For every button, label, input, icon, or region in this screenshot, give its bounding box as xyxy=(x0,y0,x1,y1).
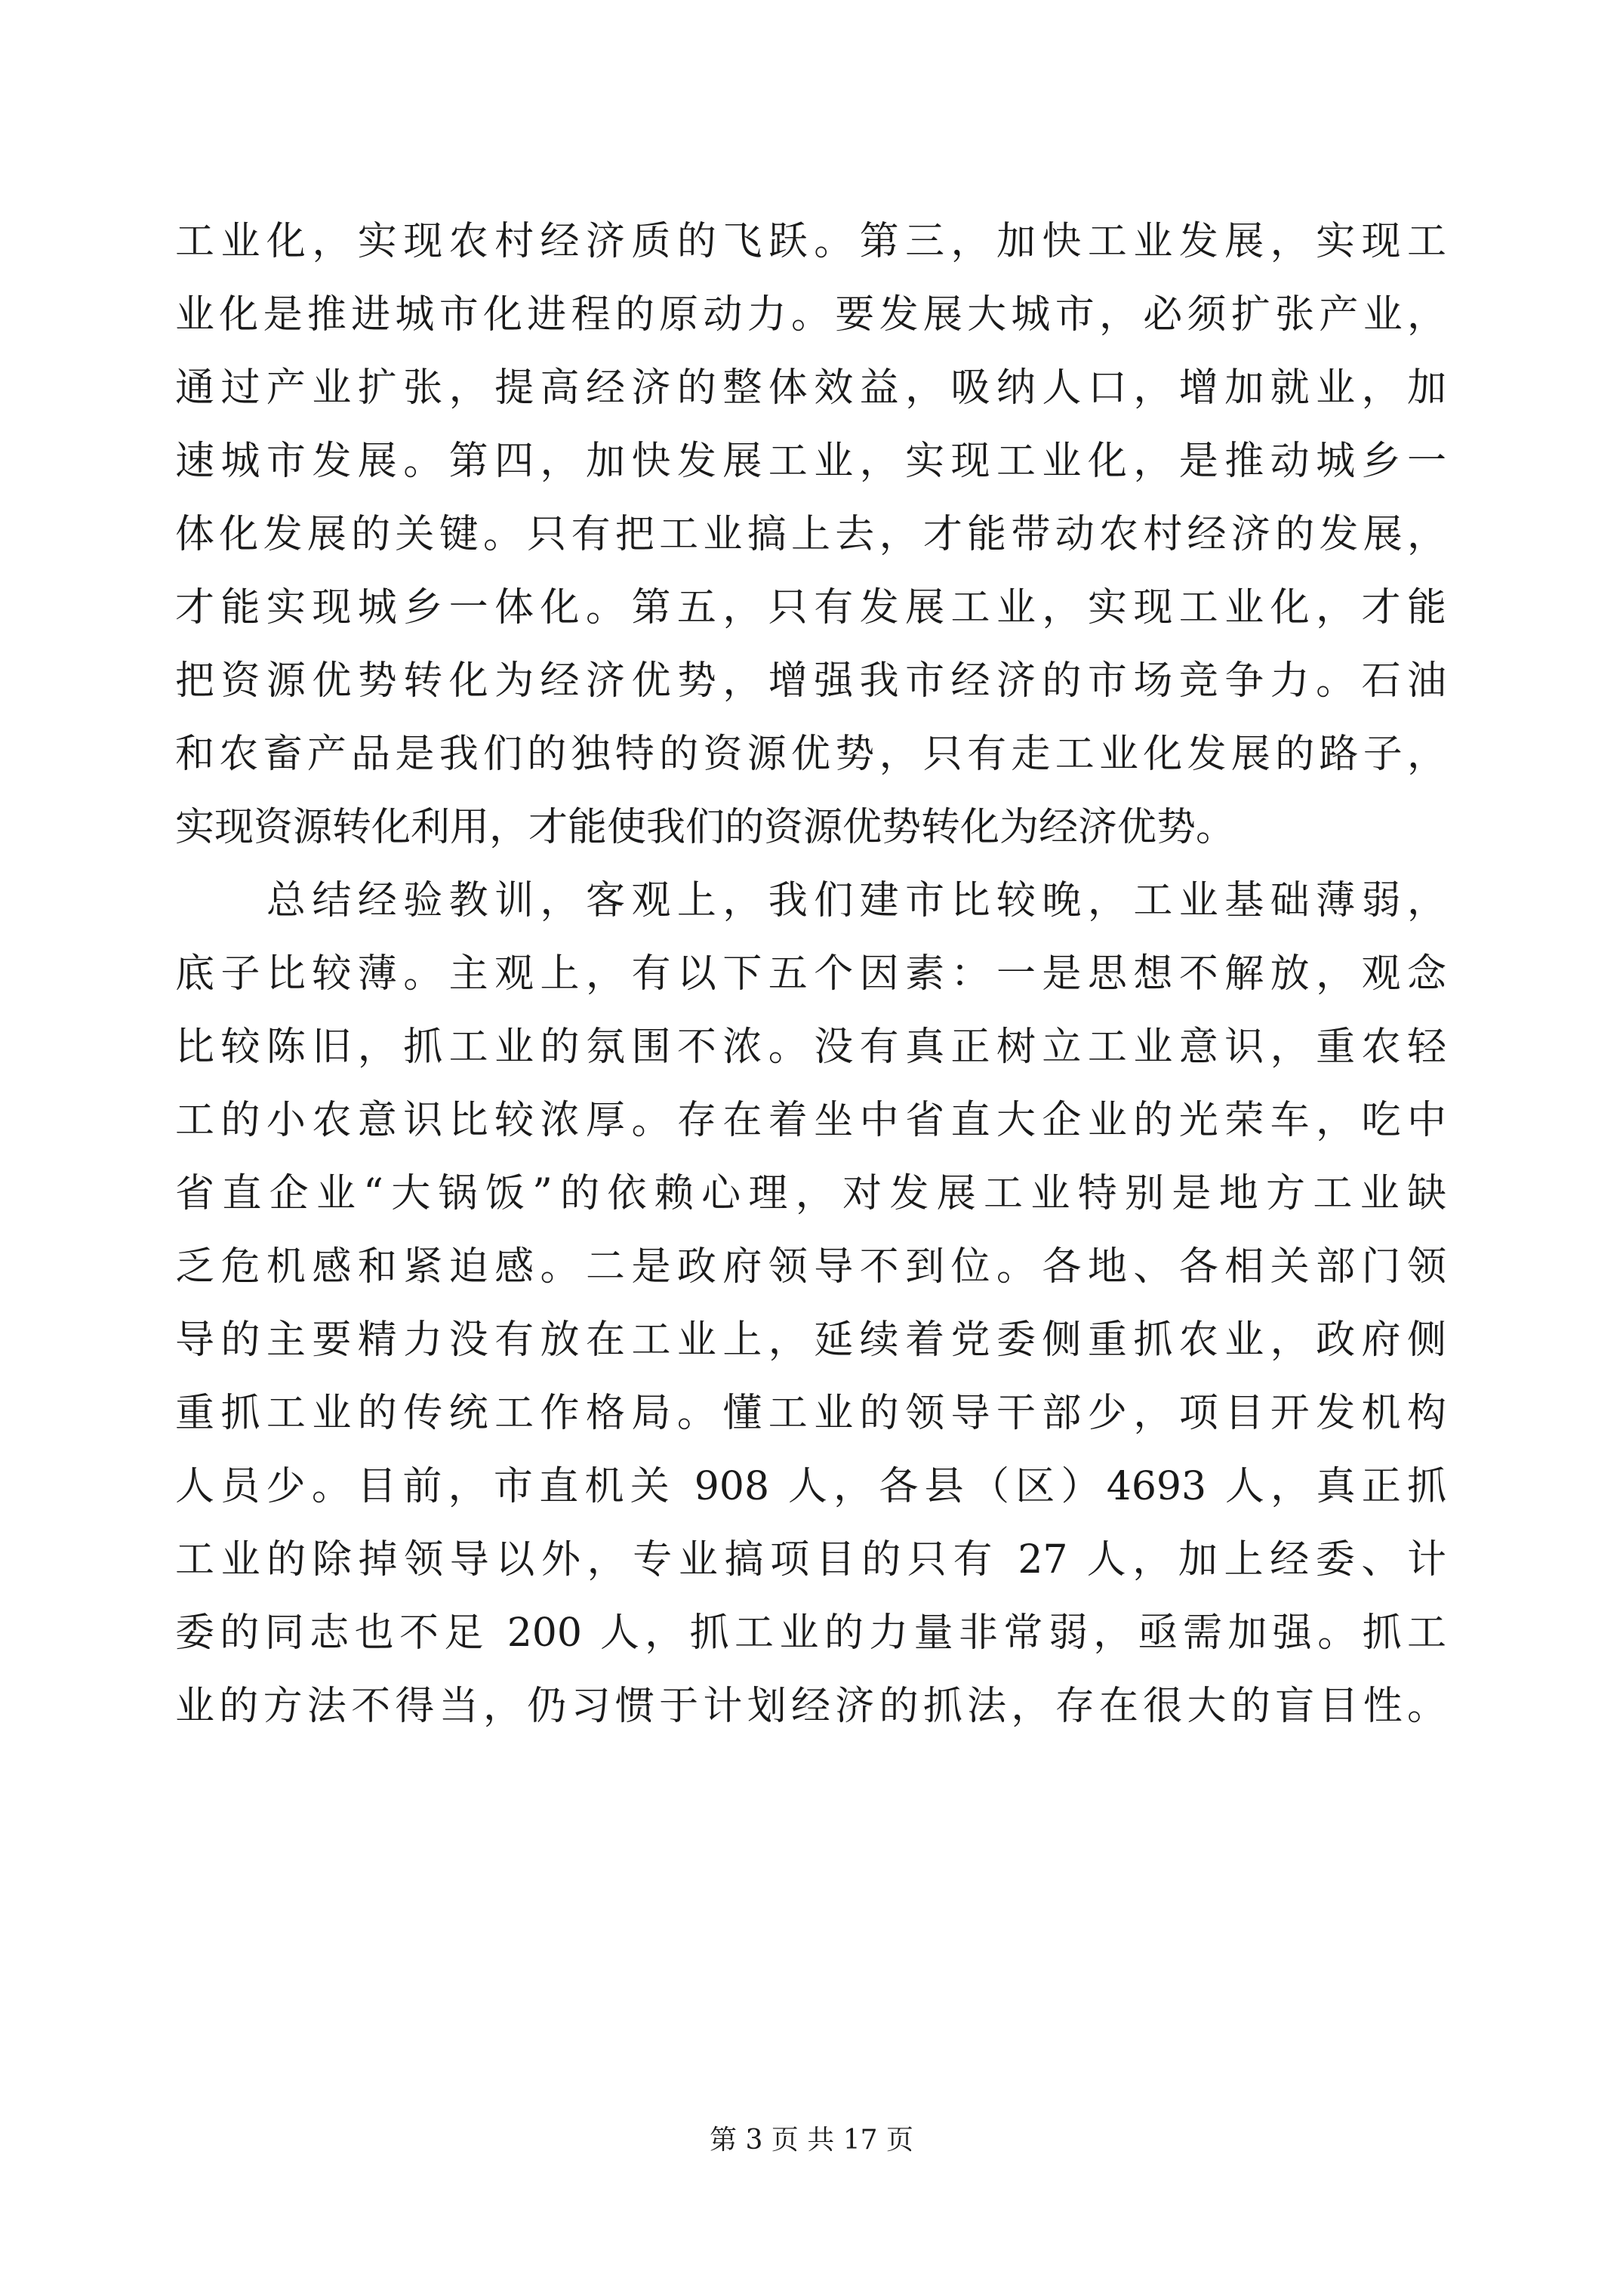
body-text xyxy=(175,205,1446,1743)
text-line: 业的方法不得当，仍习惯于计划经济的抓法，存在很大的盲目性。 xyxy=(175,1684,1446,1729)
text-line: 导的主要精力没有放在工业上，延续着党委侧重抓农业，政府侧 xyxy=(175,1318,1446,1363)
text-line: 体化发展的关键。只有把工业搞上去，才能带动农村经济的发展， xyxy=(175,512,1446,557)
text-line: 速城市发展。第四，加快发展工业，实现工业化，是推动城乡一 xyxy=(175,439,1446,484)
text-line: 工的小农意识比较浓厚。存在着坐中省直大企业的光荣车，吃中 xyxy=(175,1098,1446,1143)
text-line: 和农畜产品是我们的独特的资源优势，只有走工业化发展的路子， xyxy=(175,732,1446,777)
text-line: 业化是推进城市化进程的原动力。要发展大城市，必须扩张产业， xyxy=(175,292,1446,337)
text-line: 底子比较薄。主观上，有以下五个因素：一是思想不解放，观念 xyxy=(175,951,1446,997)
text-line: 通过产业扩张，提高经济的整体效益，吸纳人口，增加就业，加 xyxy=(175,365,1446,411)
text-line: 重抓工业的传统工作格局。懂工业的领导干部少，项目开发机构 xyxy=(175,1391,1446,1436)
page-number-footer: 第 3 页 共 17 页 xyxy=(710,2125,913,2156)
text-line: 才能实现城乡一体化。第五，只有发展工业，实现工业化，才能 xyxy=(175,585,1446,630)
text-line: 把资源优势转化为经济优势，增强我市经济的市场竞争力。石油 xyxy=(175,658,1446,704)
text-line: 实现资源转化利用，才能使我们的资源优势转化为经济优势。 xyxy=(175,805,1236,850)
text-line: 总结经验教训，客观上，我们建市比较晚，工业基础薄弱， xyxy=(175,878,1446,923)
text-line: 工业化，实现农村经济质的飞跃。第三，加快工业发展，实现工 xyxy=(175,219,1446,264)
text-line: 比较陈旧，抓工业的氛围不浓。没有真正树立工业意识，重农轻 xyxy=(175,1025,1446,1070)
text-line: 省直企业“大锅饭”的依赖心理，对发展工业特别是地方工业缺 xyxy=(175,1171,1446,1216)
text-line: 委的同志也不足 200 人，抓工业的力量非常弱，亟需加强。抓工 xyxy=(175,1610,1446,1656)
text-line: 乏危机感和紧迫感。二是政府领导不到位。各地、各相关部门领 xyxy=(175,1244,1446,1290)
text-line: 工业的除掉领导以外，专业搞项目的只有 27 人，加上经委、计 xyxy=(175,1537,1446,1583)
text-line: 人员少。目前，市直机关 908 人，各县（区）4693 人，真正抓 xyxy=(175,1464,1446,1509)
